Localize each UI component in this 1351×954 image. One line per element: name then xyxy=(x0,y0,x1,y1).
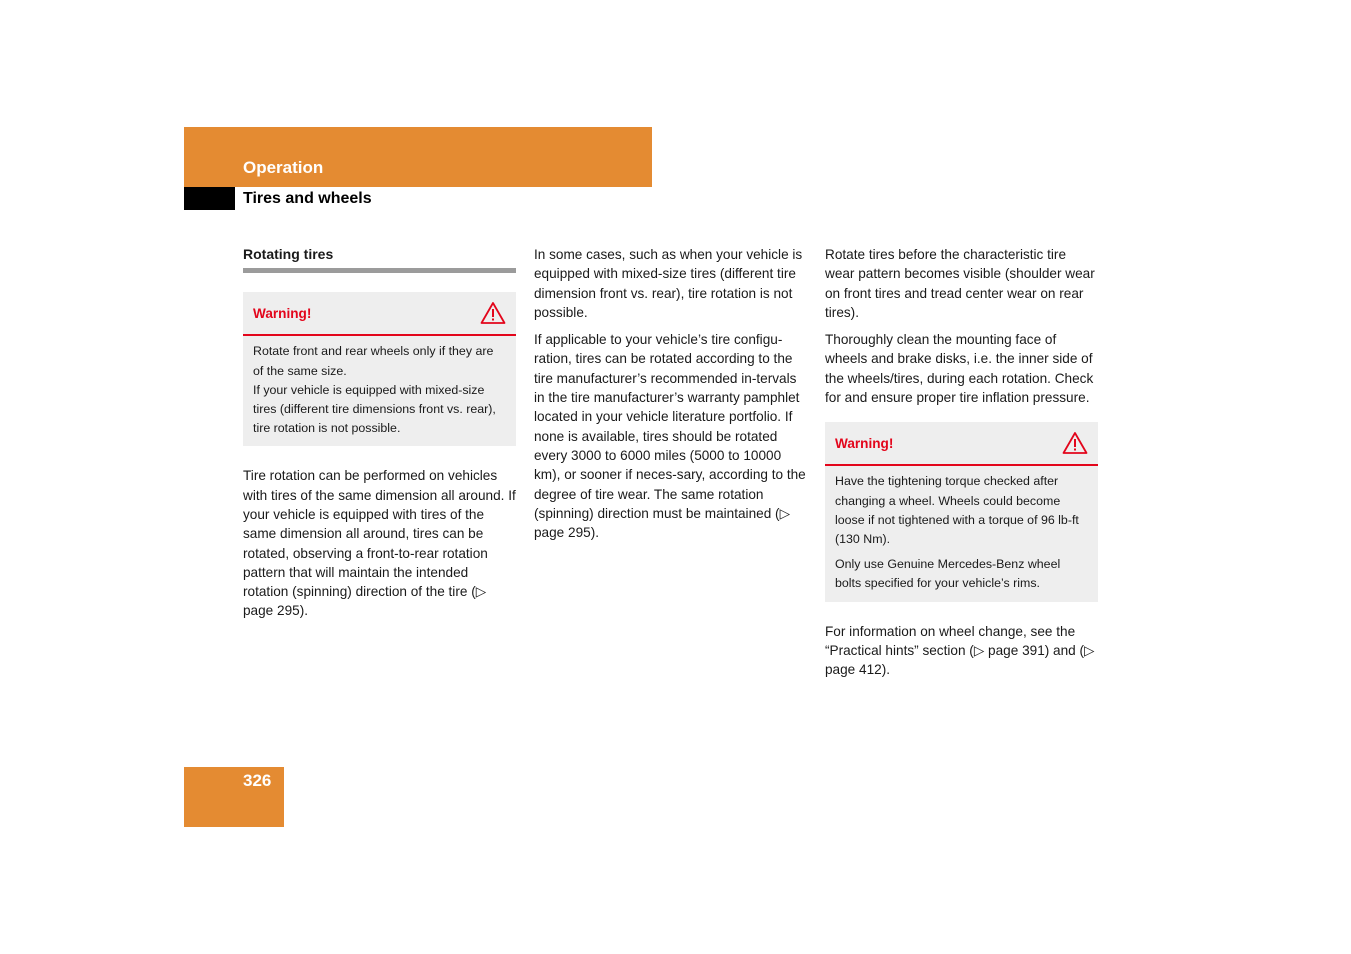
body-paragraph: Tire rotation can be performed on vehicles with tires of the same dimension all around. If your vehicle is equipped with tires of the same dimension all around, tires can be rotated, observing a front-to-rear rotation pattern that will maintain the intended rotation (spinning) direction of the tire (▷ page 295). xyxy=(243,468,516,619)
warning-text: Only use Genuine Mercedes-Benz wheel bolts specified for your vehicle’s rims. xyxy=(835,557,1061,591)
heading-rotating-tires: Rotating tires xyxy=(243,245,516,273)
warning-header xyxy=(243,292,516,336)
warning-title: Warning! xyxy=(835,435,894,451)
warning-body xyxy=(825,466,1098,601)
body-paragraph: If applicable to your vehicle’s tire configu-ration, tires can be rotated according to the tire manufacturer’s recommended in-tervals in the tire manufacturer’s warranty pamphlet located in your vehicle literature portfolio. If none is available, tires should be rotated every 3000 to 6000 miles (5000 to 10000 km), or sooner if neces-sary, according to the degree of tire wear. The same rotation (spinning) direction must be maintained (▷ page 295). xyxy=(534,332,806,541)
column-1 xyxy=(243,245,516,629)
warning-text: If your vehicle is equipped with mixed-size tires (different tire dimensions front vs. rear), tire rotation is not possible. xyxy=(253,382,496,436)
column-2 xyxy=(534,245,806,550)
body-paragraph: Thoroughly clean the mounting face of wheels and brake disks, i.e. the inner side of the wheels/tires, during each rotation. Check for and ensure proper tire inflation pressure. xyxy=(825,332,1094,406)
subsection-title: Tires and wheels xyxy=(243,190,372,207)
warning-body xyxy=(243,336,516,446)
section-title: Operation xyxy=(243,158,324,177)
body-paragraph: For information on wheel change, see the “Practical hints” section (▷ page 391) and (▷ page 412). xyxy=(825,623,1095,678)
body-paragraph: Rotate tires before the characteristic tire wear pattern becomes visible (shoulder wear on front tires and tread center wear on rear tires). xyxy=(825,247,1095,320)
warning-box xyxy=(243,292,516,446)
body-paragraph: In some cases, such as when your vehicle is equipped with mixed-size tires (different tire dimension front vs. rear), tire rotation is not possible. xyxy=(534,247,803,320)
warning-text: Have the tightening torque checked after changing a wheel. Wheels could become loose if not tightened with a torque of 96 lb-ft (130 Nm). xyxy=(835,474,1079,546)
warning-triangle-icon xyxy=(1062,431,1088,455)
page-number: 326 xyxy=(243,771,272,790)
column-3 xyxy=(825,245,1098,687)
header-bar xyxy=(184,127,652,187)
warning-triangle-icon xyxy=(480,301,506,325)
warning-box xyxy=(825,422,1098,601)
warning-header xyxy=(825,422,1098,466)
warning-text: Rotate front and rear wheels only if they are of the same size. xyxy=(253,344,494,378)
section-marker xyxy=(184,187,235,210)
warning-title: Warning! xyxy=(253,305,312,321)
